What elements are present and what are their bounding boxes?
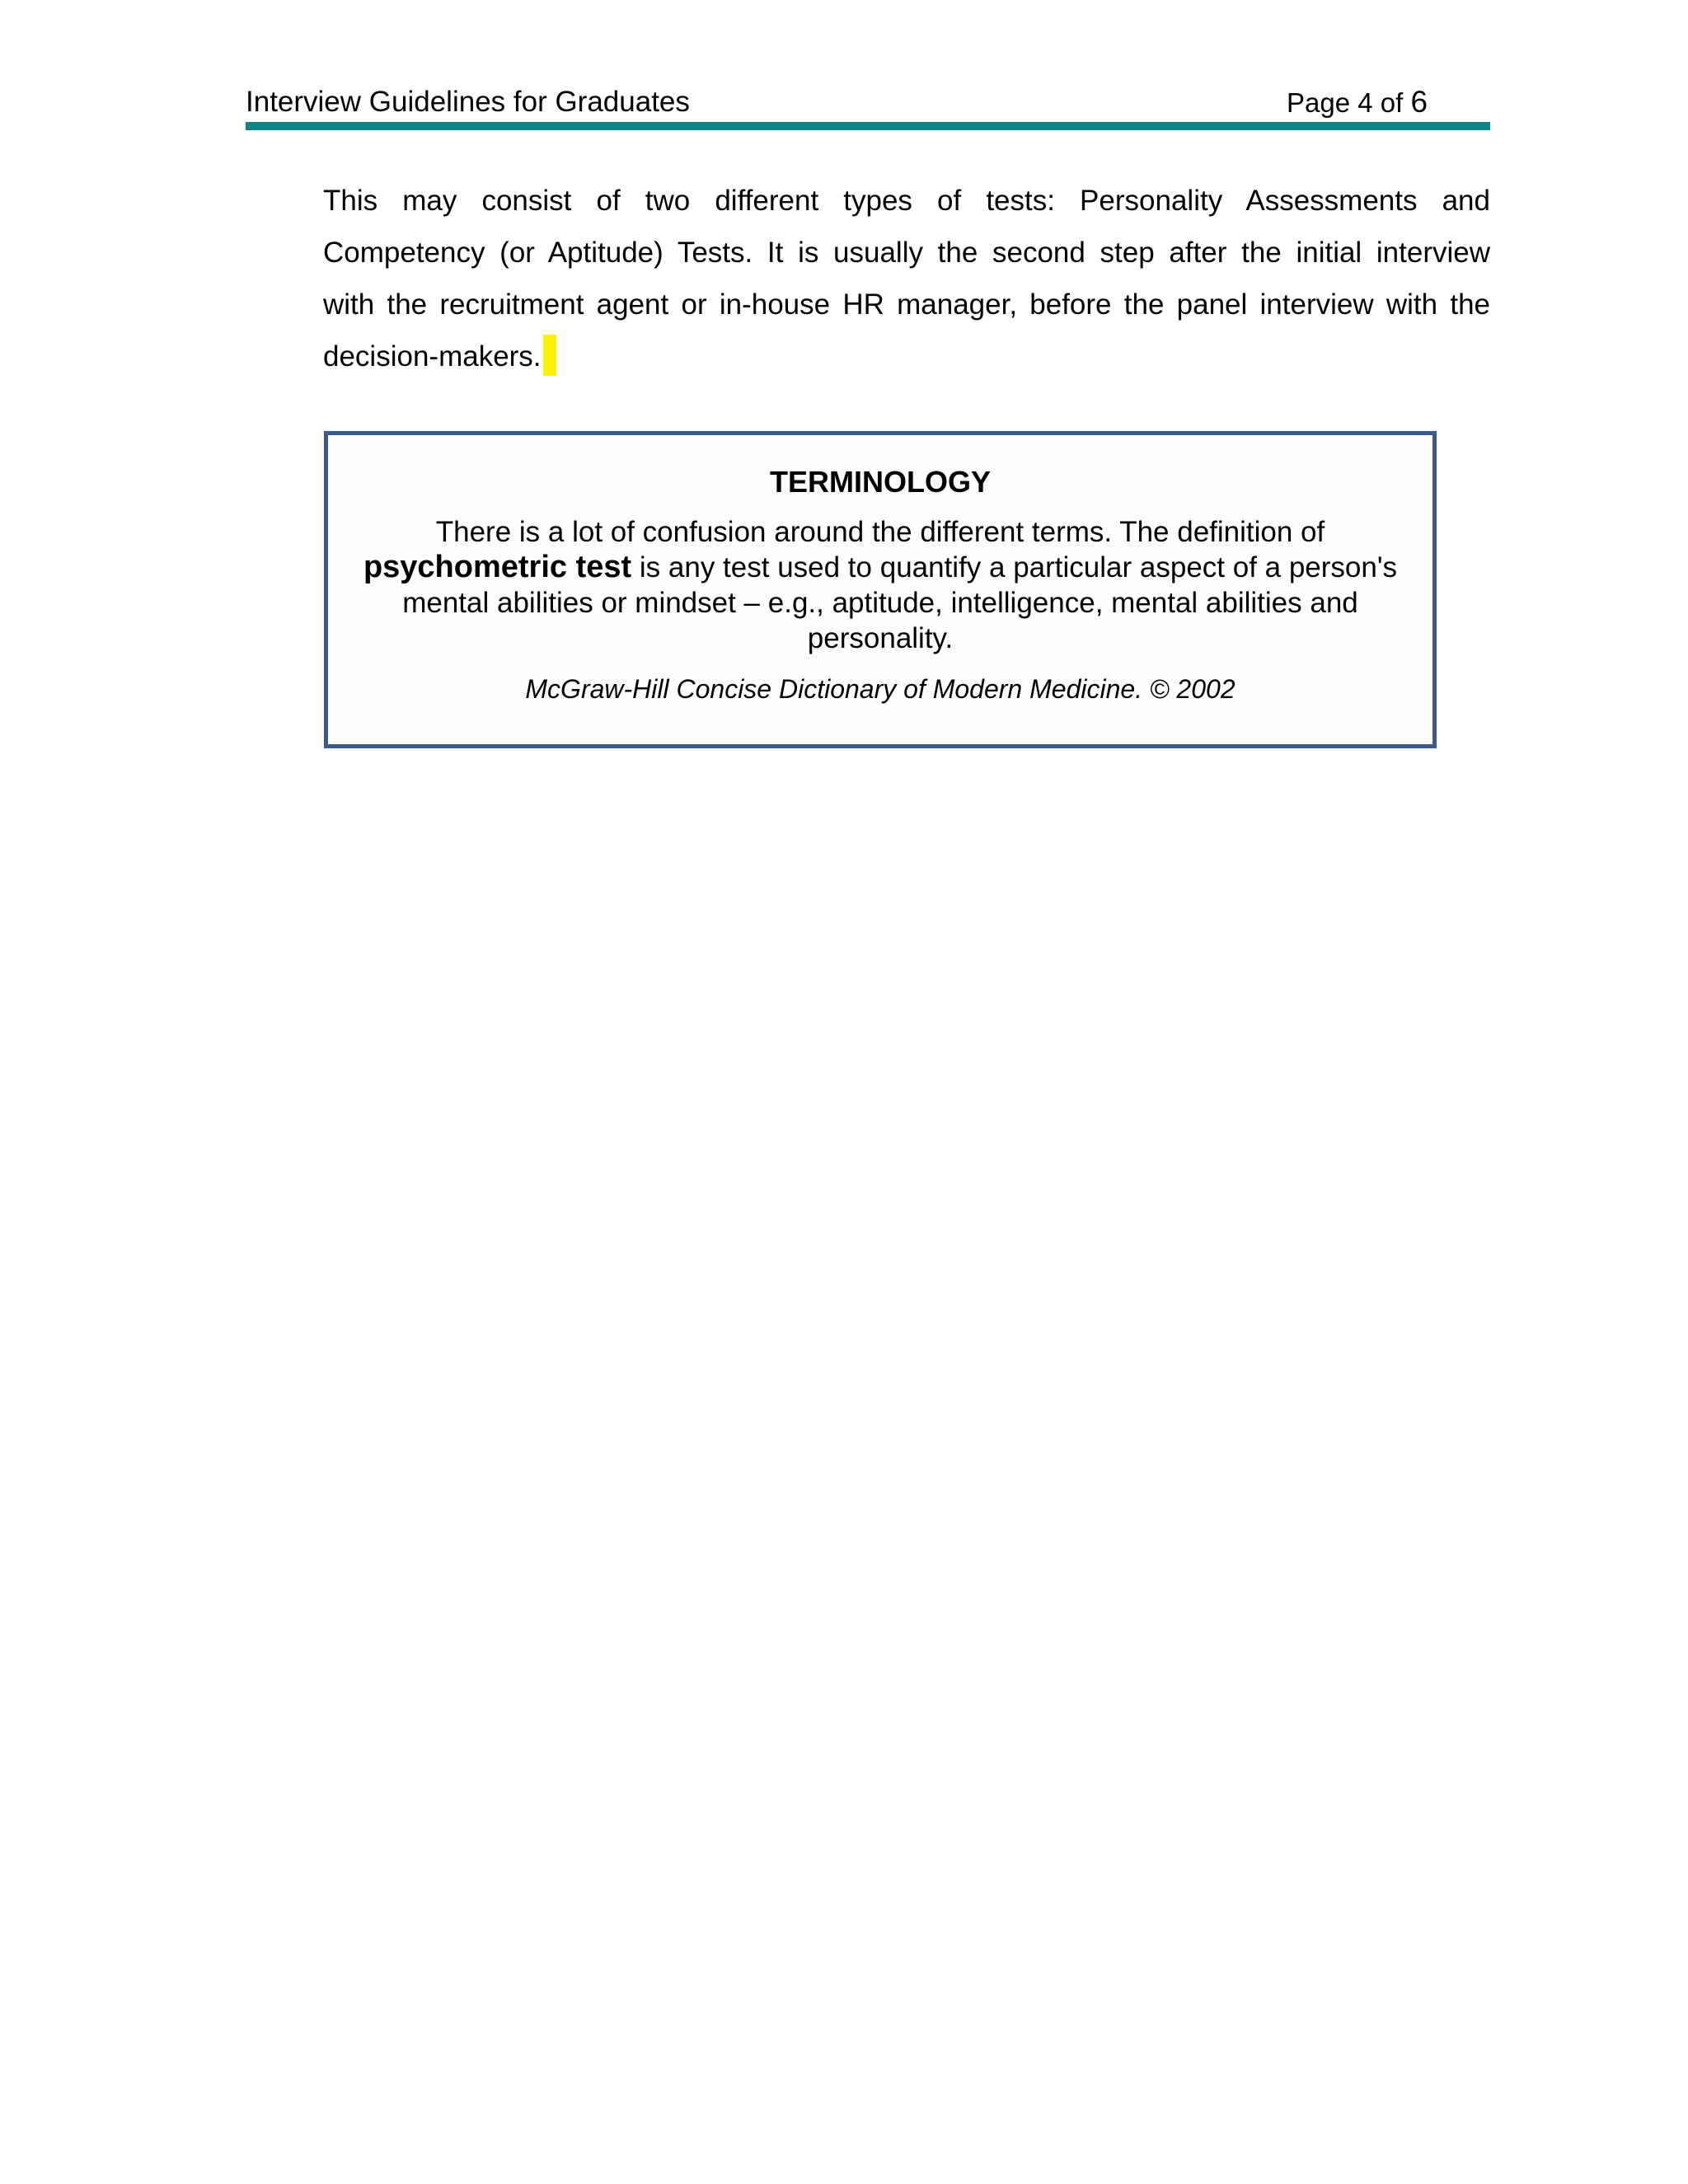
terminology-definition — [345, 514, 1416, 656]
body-paragraph — [323, 175, 1490, 382]
paragraph-line-last — [323, 330, 1490, 382]
terminology-source: McGraw-Hill Concise Dictionary of Modern Medicine. © 2002 — [525, 674, 1236, 704]
paragraph-line-text: decision-makers. — [323, 340, 542, 373]
paragraph-line: This may consist of two different types of tests: Personality Assessments and — [323, 185, 1490, 217]
paragraph-line: with the recruitment agent or in-house HR manager, before the panel interview with the — [323, 288, 1490, 321]
page-number-prefix: Page 4 of — [1287, 87, 1411, 118]
terminology-box — [324, 431, 1437, 748]
terminology-title: TERMINOLOGY — [770, 465, 991, 499]
text-cursor-highlight — [543, 335, 556, 376]
page-header — [246, 81, 1490, 130]
paragraph-line: Competency (or Aptitude) Tests. It is usually the second step after the initial interview — [323, 237, 1490, 269]
definition-text-before: There is a lot of confusion around the different terms. The definition of — [435, 516, 1325, 548]
definition-text-after: is any test used to quantify a particular aspect of a person's mental abilities or mindset – e.g., aptitude, intelligence, mental abilities and personality. — [402, 551, 1398, 654]
page-total: 6 — [1410, 85, 1428, 119]
header-divider — [246, 122, 1490, 130]
page-number — [1287, 86, 1428, 120]
definition-keyword: psychometric test — [363, 550, 632, 584]
document-title: Interview Guidelines for Graduates — [246, 86, 690, 118]
